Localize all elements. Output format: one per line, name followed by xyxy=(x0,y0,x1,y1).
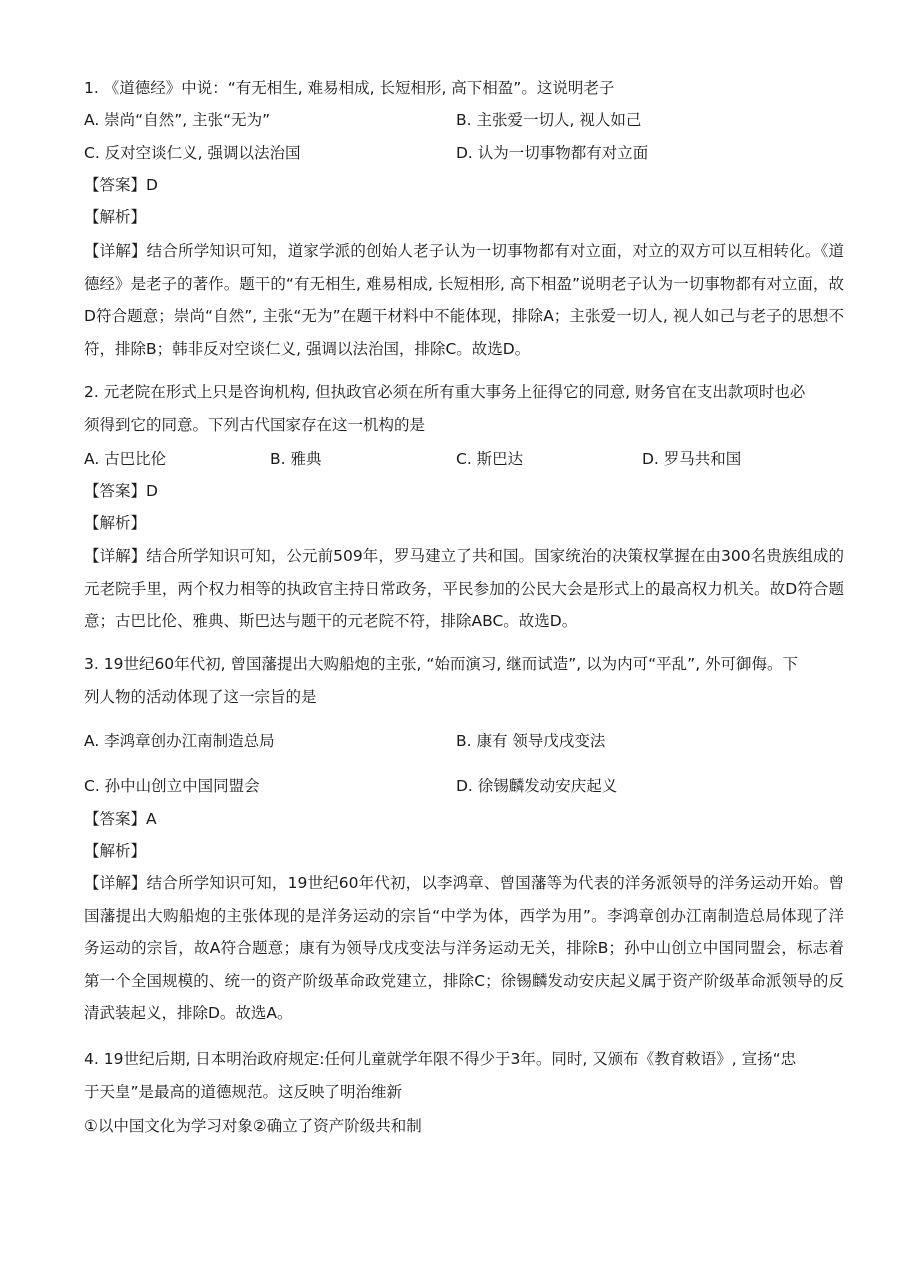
question-1-option-c: C. 反对空谈仁义, 强调以法治国 xyxy=(84,144,301,162)
question-3-answer: 【答案】A xyxy=(84,810,157,828)
question-4-stem-line-1: 4. 19世纪后期, 日本明治政府规定:任何儿童就学年限不得少于3年。同时, 又颁布《教育敕语》, 宣扬“忠 xyxy=(84,1050,797,1068)
question-4-stem-line-2: 于天皇”是最高的道德规范。这反映了明治维新 xyxy=(84,1083,403,1101)
question-2-analysis-label: 【解析】 xyxy=(84,514,147,532)
question-1-option-b: B. 主张爱一切人, 视人如己 xyxy=(456,111,642,129)
question-4-stem-line-3: ①以中国文化为学习对象②确立了资产阶级共和制 xyxy=(84,1117,422,1135)
question-1-analysis-label: 【解析】 xyxy=(84,208,147,226)
question-1-option-d: D. 认为一切事物都有对立面 xyxy=(456,144,649,162)
question-2-option-a: A. 古巴比伦 xyxy=(84,450,167,468)
question-3-option-a: A. 李鸿章创办江南制造总局 xyxy=(84,732,275,750)
question-1-detail: 【详解】结合所学知识可知，道家学派的创始人老子认为一切事物都有对立面，对立的双方可以互相转化。《道德经》是老子的著作。题干的“有无相生, 难易相成, 长短相形, 高下相盈”说明老子认为一切事物都有对立面，故D符合题意；崇尚“自然”, 主张“无为”在题干材料中不能体现，排除A；主张爱一切人, 视人如己与老子的思想不符，排除B；韩非反对空谈仁义, 强调以法治国，排除C。故选D。 xyxy=(84,242,844,358)
question-3-option-c: C. 孙中山创立中国同盟会 xyxy=(84,777,260,795)
question-2-detail: 【详解】结合所学知识可知，公元前509年，罗马建立了共和国。国家统治的决策权掌握在由300名贵族组成的元老院手里，两个权力相等的执政官主持日常政务，平民参加的公民大会是形式上的最高权力机关。故D符合题意；古巴比伦、雅典、斯巴达与题干的元老院不符，排除ABC。故选D。 xyxy=(84,547,844,630)
question-2-stem-line-2: 须得到它的同意。下列古代国家存在这一机构的是 xyxy=(84,416,426,434)
question-2-option-c: C. 斯巴达 xyxy=(456,450,524,468)
question-1-answer: 【答案】D xyxy=(84,176,158,194)
question-1-option-a: A. 崇尚“自然”, 主张“无为” xyxy=(84,111,271,129)
question-3-detail: 【详解】结合所学知识可知，19世纪60年代初，以李鸿章、曾国藩等为代表的洋务派领导的洋务运动开始。曾国藩提出大购船炮的主张体现的是洋务运动的宗旨“中学为体，西学为用”。李鸿章创办江南制造总局体现了洋务运动的宗旨，故A符合题意；康有为领导戊戌变法与洋务运动无关，排除B；孙中山创立中国同盟会，标志着第一个全国规模的、统一的资产阶级革命政党建立，排除C；徐锡麟发动安庆起义属于资产阶级革命派领导的反清武装起义，排除D。故选A。 xyxy=(84,874,844,1022)
question-3-option-d: D. 徐锡麟发动安庆起义 xyxy=(456,777,618,795)
question-3-analysis-label: 【解析】 xyxy=(84,842,147,860)
question-2-option-b: B. 雅典 xyxy=(270,450,322,468)
question-3-option-b: B. 康有 领导戊戌变法 xyxy=(456,732,606,750)
question-2-stem-line-1: 2. 元老院在形式上只是咨询机构, 但执政官必须在所有重大事务上征得它的同意, 财务官在支出款项时也必 xyxy=(84,383,806,401)
question-2-answer: 【答案】D xyxy=(84,482,158,500)
question-3-stem-line-2: 列人物的活动体现了这一宗旨的是 xyxy=(84,688,317,706)
question-3-stem-line-1: 3. 19世纪60年代初, 曾国藩提出大购船炮的主张, “始而演习, 继而试造”, 以为内可“平乱”, 外可御侮。下 xyxy=(84,655,799,673)
question-2-option-d: D. 罗马共和国 xyxy=(642,450,742,468)
question-1-stem: 1. 《道德经》中说：“有无相生, 难易相成, 长短相形, 高下相盈”。这说明老子 xyxy=(84,79,615,97)
